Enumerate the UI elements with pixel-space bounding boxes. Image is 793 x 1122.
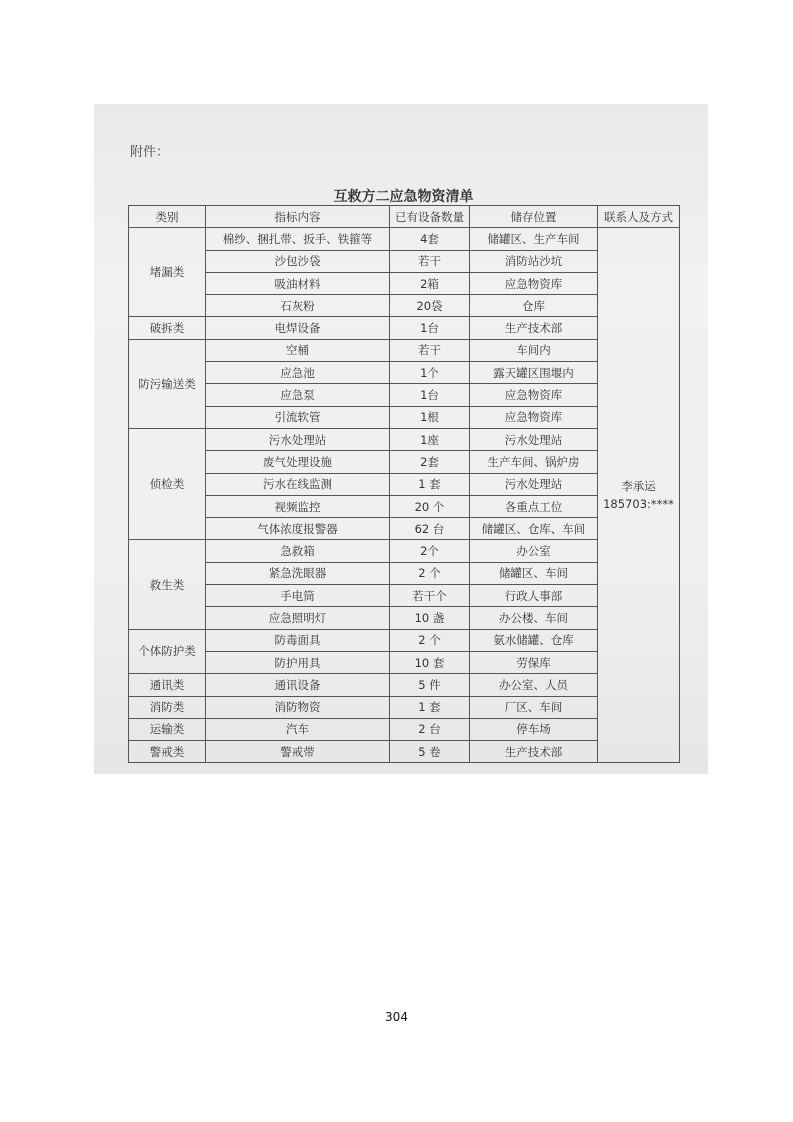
quantity-cell: 1 套 — [390, 473, 470, 495]
header-quantity: 已有设备数量 — [390, 206, 470, 228]
category-cell: 破拆类 — [129, 317, 206, 339]
location-cell: 氨水储罐、仓库 — [470, 629, 598, 651]
item-cell: 应急照明灯 — [206, 607, 390, 629]
table-row — [129, 384, 680, 406]
item-cell: 应急泵 — [206, 384, 390, 406]
table-row — [129, 741, 680, 763]
table-row — [129, 295, 680, 317]
header-category: 类别 — [129, 206, 206, 228]
location-cell: 办公室 — [470, 540, 598, 562]
quantity-cell: 1座 — [390, 428, 470, 450]
location-cell: 污水处理站 — [470, 473, 598, 495]
category-cell: 警戒类 — [129, 741, 206, 763]
quantity-cell: 5 卷 — [390, 741, 470, 763]
item-cell: 消防物资 — [206, 696, 390, 718]
quantity-cell: 1个 — [390, 362, 470, 384]
location-cell: 消防站沙坑 — [470, 250, 598, 272]
category-cell: 通讯类 — [129, 674, 206, 696]
quantity-cell: 4套 — [390, 228, 470, 250]
category-cell: 运输类 — [129, 718, 206, 740]
location-cell: 办公室、人员 — [470, 674, 598, 696]
table-row — [129, 451, 680, 473]
item-cell: 引流软管 — [206, 406, 390, 428]
location-cell: 劳保库 — [470, 651, 598, 673]
item-cell: 电焊设备 — [206, 317, 390, 339]
category-cell: 侦检类 — [129, 428, 206, 539]
table-row — [129, 228, 680, 250]
quantity-cell: 10 盏 — [390, 607, 470, 629]
table-row — [129, 562, 680, 584]
table-row — [129, 362, 680, 384]
item-cell: 防毒面具 — [206, 629, 390, 651]
location-cell: 各重点工位 — [470, 495, 598, 517]
quantity-cell: 2 个 — [390, 629, 470, 651]
item-cell: 通讯设备 — [206, 674, 390, 696]
location-cell: 生产技术部 — [470, 741, 598, 763]
quantity-cell: 若干 — [390, 250, 470, 272]
contact-cell — [598, 228, 680, 763]
quantity-cell: 10 套 — [390, 651, 470, 673]
quantity-cell: 62 台 — [390, 518, 470, 540]
location-cell: 仓库 — [470, 295, 598, 317]
item-cell: 空桶 — [206, 339, 390, 361]
category-cell: 救生类 — [129, 540, 206, 629]
table-row — [129, 674, 680, 696]
quantity-cell: 1根 — [390, 406, 470, 428]
location-cell: 应急物资库 — [470, 272, 598, 294]
table-body — [129, 228, 680, 763]
quantity-cell: 若干 — [390, 339, 470, 361]
location-cell: 应急物资库 — [470, 384, 598, 406]
location-cell: 应急物资库 — [470, 406, 598, 428]
item-cell: 吸油材料 — [206, 272, 390, 294]
item-cell: 污水处理站 — [206, 428, 390, 450]
page-number: 304 — [385, 1010, 408, 1024]
category-cell: 个体防护类 — [129, 629, 206, 674]
header-item: 指标内容 — [206, 206, 390, 228]
table-row — [129, 250, 680, 272]
location-cell: 厂区、车间 — [470, 696, 598, 718]
table-row — [129, 473, 680, 495]
quantity-cell: 2个 — [390, 540, 470, 562]
item-cell: 沙包沙袋 — [206, 250, 390, 272]
location-cell: 储罐区、车间 — [470, 562, 598, 584]
location-cell: 停车场 — [470, 718, 598, 740]
item-cell: 气体浓度报警器 — [206, 518, 390, 540]
location-cell: 车间内 — [470, 339, 598, 361]
item-cell: 急救箱 — [206, 540, 390, 562]
header-location: 储存位置 — [470, 206, 598, 228]
item-cell: 应急池 — [206, 362, 390, 384]
location-cell: 行政人事部 — [470, 585, 598, 607]
location-cell: 露天罐区围堰内 — [470, 362, 598, 384]
quantity-cell: 1 套 — [390, 696, 470, 718]
item-cell: 警戒带 — [206, 741, 390, 763]
quantity-cell: 若干个 — [390, 585, 470, 607]
table-row — [129, 495, 680, 517]
table-row — [129, 651, 680, 673]
location-cell: 办公楼、车间 — [470, 607, 598, 629]
table-row — [129, 585, 680, 607]
quantity-cell: 1台 — [390, 384, 470, 406]
quantity-cell: 20 个 — [390, 495, 470, 517]
category-cell: 防污输送类 — [129, 339, 206, 428]
item-cell: 污水在线监测 — [206, 473, 390, 495]
location-cell: 污水处理站 — [470, 428, 598, 450]
location-cell: 生产技术部 — [470, 317, 598, 339]
quantity-cell: 2 台 — [390, 718, 470, 740]
attachment-label: 附件： — [130, 145, 170, 160]
item-cell: 防护用具 — [206, 651, 390, 673]
quantity-cell: 2 个 — [390, 562, 470, 584]
item-cell: 石灰粉 — [206, 295, 390, 317]
table-row — [129, 339, 680, 361]
quantity-cell: 1台 — [390, 317, 470, 339]
item-cell: 视频监控 — [206, 495, 390, 517]
item-cell: 棉纱、捆扎带、扳手、铁箍等 — [206, 228, 390, 250]
table-row — [129, 629, 680, 651]
table-row — [129, 428, 680, 450]
table-header-row — [129, 206, 680, 228]
quantity-cell: 5 件 — [390, 674, 470, 696]
table-row — [129, 317, 680, 339]
item-cell: 汽车 — [206, 718, 390, 740]
table-row — [129, 272, 680, 294]
table-row — [129, 607, 680, 629]
location-cell: 储罐区、仓库、车间 — [470, 518, 598, 540]
emergency-supplies-table — [128, 205, 680, 763]
table-row — [129, 540, 680, 562]
category-cell: 消防类 — [129, 696, 206, 718]
table-row — [129, 696, 680, 718]
location-cell: 储罐区、生产车间 — [470, 228, 598, 250]
item-cell: 废气处理设施 — [206, 451, 390, 473]
quantity-cell: 20袋 — [390, 295, 470, 317]
header-contact: 联系人及方式 — [598, 206, 680, 228]
location-cell: 生产车间、锅炉房 — [470, 451, 598, 473]
category-cell: 堵漏类 — [129, 228, 206, 317]
table-row — [129, 406, 680, 428]
quantity-cell: 2套 — [390, 451, 470, 473]
contact-phone: 185703:**** — [603, 497, 674, 512]
table-row — [129, 518, 680, 540]
item-cell: 手电筒 — [206, 585, 390, 607]
item-cell: 紧急洗眼器 — [206, 562, 390, 584]
contact-name: 李承运 — [621, 479, 656, 494]
quantity-cell: 2箱 — [390, 272, 470, 294]
table-row — [129, 718, 680, 740]
table-title: 互救方二应急物资清单 — [333, 189, 474, 205]
